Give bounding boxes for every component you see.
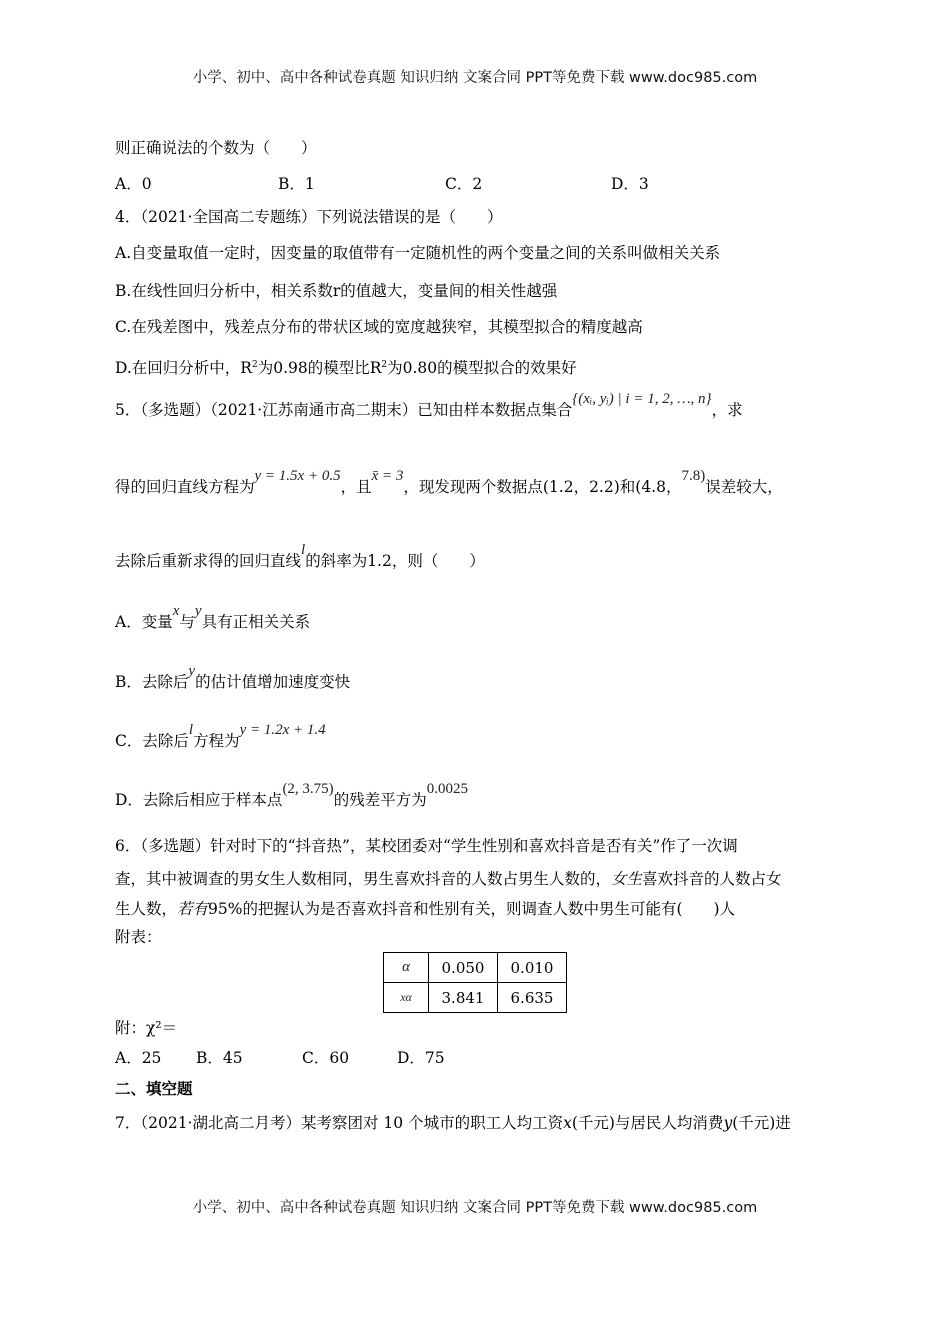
q3-option-b: B．1	[278, 175, 315, 193]
q6-line-3: 生人数，若有95%的把握认为是否喜欢抖音和性别有关，则调查人数中男生可能有( )人	[115, 900, 736, 918]
q4-option-a: A.自变量取值一定时，因变量的取值带有一定随机性的两个变量之间的关系叫做相关关系	[115, 244, 721, 262]
critical-value-table	[383, 952, 567, 1013]
q6-option-a: A．25	[115, 1049, 162, 1067]
table-cell: 6.635	[498, 983, 567, 1013]
q4-option-d: D.在回归分析中，$R^2$为0.98的模型比$R^2$为0.80的模型拟合的效果好	[115, 359, 577, 378]
q5-option-d: D．去除后相应于样本点(2, 3.75)的残差平方为0.0025	[115, 781, 468, 809]
q6-option-b: B．45	[196, 1049, 243, 1067]
table-row	[384, 983, 567, 1013]
table-cell: 0.050	[429, 953, 498, 983]
q5-option-a: A．变量x与y具有正相关关系	[115, 603, 311, 631]
q3-option-d: D．3	[611, 175, 649, 193]
q5-option-c: C．去除后l方程为y = 1.2x + 1.4	[115, 722, 326, 750]
x-mean: x̄ = 3	[371, 468, 404, 484]
q7-line-1: 7．（2021·湖北高二月考）某考察团对 10 个城市的职工人均工资x(千元)与居民人均消费y(千元)进	[115, 1114, 791, 1132]
page-header: 小学、初中、高中各种试卷真题 知识归纳 文案合同 PPT等免费下载 www.doc985.com	[192, 70, 758, 86]
q5-line-2: 得的回归直线方程为y = 1.5x + 0.5，且x̄ = 3，现发现两个数据点(1.2，2.2)和(4.8，7.8)误差较大，	[115, 468, 783, 496]
q5-line-1: 5．（多选题）（2021·江苏南通市高二期末）已知由样本数据点集合{(xᵢ, yᵢ) | i = 1, 2, …, n}，求	[115, 391, 743, 419]
regression-equation: y = 1.5x + 0.5	[254, 468, 341, 484]
q6-option-c: C．60	[302, 1049, 350, 1067]
q6-appendix-label: 附表：	[115, 928, 162, 946]
q5-option-b: B．去除后y的估计值增加速度变快	[115, 663, 351, 691]
q4-option-c: C.在残差图中，残差点分布的带状区域的宽度越狭窄，其模型拟合的精度越高	[115, 318, 643, 336]
q6-line-2: 查，其中被调查的男女生人数相同，男生喜欢抖音的人数占男生人数的，女生喜欢抖音的人数占女	[115, 870, 782, 888]
page-footer: 小学、初中、高中各种试卷真题 知识归纳 文案合同 PPT等免费下载 www.doc985.com	[192, 1200, 758, 1216]
q6-line-1: 6．（多选题）针对时下的“抖音热”，某校团委对“学生性别和喜欢抖音是否有关”作了一次调	[115, 837, 738, 855]
q3-option-c: C．2	[445, 175, 483, 193]
new-regression-equation: y = 1.2x + 1.4	[239, 722, 326, 738]
q5-line-3: 去除后重新求得的回归直线l的斜率为1.2，则（ ）	[115, 542, 485, 570]
q3-option-a: A．0	[115, 175, 152, 193]
section-heading: 二、填空题	[115, 1079, 193, 1098]
q6-formula-note: 附：χ²＝	[115, 1019, 178, 1037]
table-row	[384, 953, 567, 983]
q3-stem: 则正确说法的个数为（ ）	[115, 139, 317, 157]
q4-option-b: B.在线性回归分析中，相关系数r的值越大，变量间的相关性越强	[115, 282, 558, 300]
table-cell: 0.010	[498, 953, 567, 983]
q4-stem: 4．（2021·全国高二专题练）下列说法错误的是（ ）	[115, 208, 503, 226]
table-cell: xα	[384, 983, 429, 1013]
table-cell: 3.841	[429, 983, 498, 1013]
table-cell: α	[384, 953, 429, 983]
q6-option-d: D．75	[397, 1049, 445, 1067]
sample-set-formula: {(xᵢ, yᵢ) | i = 1, 2, …, n}	[572, 391, 712, 407]
